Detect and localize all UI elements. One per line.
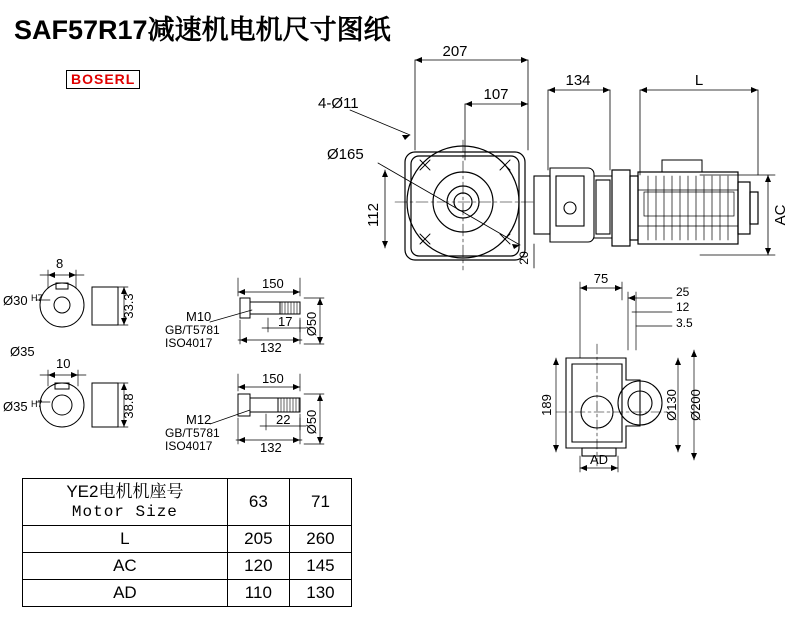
dim-text-12: 12 [676, 300, 690, 314]
dim-75 [580, 282, 622, 358]
dim-text-D165: Ø165 [327, 146, 364, 163]
dim-text-AD: AD [589, 452, 609, 467]
dim-text-107: 107 [483, 86, 509, 103]
dim-text-key10: 10 [56, 356, 71, 371]
table-row [23, 580, 352, 607]
dim-text-D30-fit: H7 [31, 293, 43, 303]
side-view-gearbox [556, 344, 672, 466]
dim-text-D50-b: Ø50 [304, 409, 319, 435]
dim-text-25: 25 [676, 285, 690, 299]
row-AD-63: 110 [227, 580, 289, 607]
adapter-housing [534, 168, 612, 242]
table-row [23, 526, 352, 553]
dim-text-17: 17 [278, 314, 293, 329]
dim-text-3-5: 3.5 [676, 316, 693, 330]
page-title: SAF57R17减速机电机尺寸图纸 [14, 15, 391, 45]
leader-4xD11 [350, 110, 410, 140]
dim-112 [382, 170, 388, 248]
row-AC-63: 120 [227, 553, 289, 580]
dim-text-20: 20 [517, 251, 531, 265]
row-AC-71: 145 [289, 553, 351, 580]
table-header-row [23, 479, 352, 526]
dim-text-150-a: 150 [262, 276, 284, 291]
dim-text-D35: Ø35 [3, 399, 28, 414]
table-header-label-en: Motor Size [71, 503, 178, 521]
row-label-AD: AD [23, 580, 228, 607]
row-label-L: L [23, 526, 228, 553]
dim-134 [548, 87, 610, 170]
dim-text-22: 22 [276, 412, 291, 427]
shaft-30-view [36, 270, 128, 327]
row-L-63: 205 [227, 526, 289, 553]
dim-text-207: 207 [442, 43, 468, 60]
row-L-71: 260 [289, 526, 351, 553]
brand-logo: BOSERL [66, 70, 140, 89]
dim-text-D35-fit: H7 [31, 399, 43, 409]
dim-text-AC: AC [772, 204, 789, 226]
dim-text-134: 134 [565, 72, 591, 89]
std-text-iso-a: ISO4017 [165, 336, 213, 350]
dim-text-D130: Ø130 [664, 389, 679, 421]
row-AD-71: 130 [289, 580, 351, 607]
dim-L-top [640, 87, 758, 175]
spec-table [22, 478, 352, 607]
dim-text-4xD11: 4-Ø11 [318, 95, 359, 112]
dim-text-D30: Ø30 [3, 293, 28, 308]
shaft-35-view [36, 370, 128, 427]
dim-text-189: 189 [539, 394, 554, 416]
table-header-label [23, 479, 228, 526]
std-text-gb-a: GB/T5781 [165, 323, 220, 337]
std-text-iso-b: ISO4017 [165, 439, 213, 453]
motor-body [612, 170, 758, 246]
table-row [23, 553, 352, 580]
dim-text-150-b: 150 [262, 371, 284, 386]
table-header-col-63: 63 [227, 479, 289, 526]
dim-text-D50-a: Ø50 [304, 311, 319, 337]
motor-fins [638, 176, 738, 240]
dim-text-132-b: 132 [260, 440, 282, 455]
terminal-box [662, 160, 702, 172]
dim-text-33-3: 33.3 [121, 293, 136, 319]
dim-text-112: 112 [365, 203, 382, 227]
dim-text-132-a: 132 [260, 340, 282, 355]
dim-107 [465, 101, 528, 160]
dim-text-75: 75 [593, 271, 609, 286]
dim-text-L: L [694, 72, 704, 89]
dim-text-M10: M10 [186, 309, 212, 324]
dim-text-D200: Ø200 [688, 389, 703, 421]
dim-text-key8: 8 [56, 256, 64, 271]
dim-25-12-35 [628, 292, 672, 350]
table-header-col-71: 71 [289, 479, 351, 526]
dim-text-38-8: 38.8 [121, 393, 136, 419]
dim-text-M12: M12 [186, 412, 212, 427]
table-header-label-cn: YE2电机机座号 [66, 482, 184, 501]
std-text-gb-b: GB/T5781 [165, 426, 220, 440]
dim-text-D35-plain: Ø35 [10, 344, 35, 359]
row-label-AC: AC [23, 553, 228, 580]
